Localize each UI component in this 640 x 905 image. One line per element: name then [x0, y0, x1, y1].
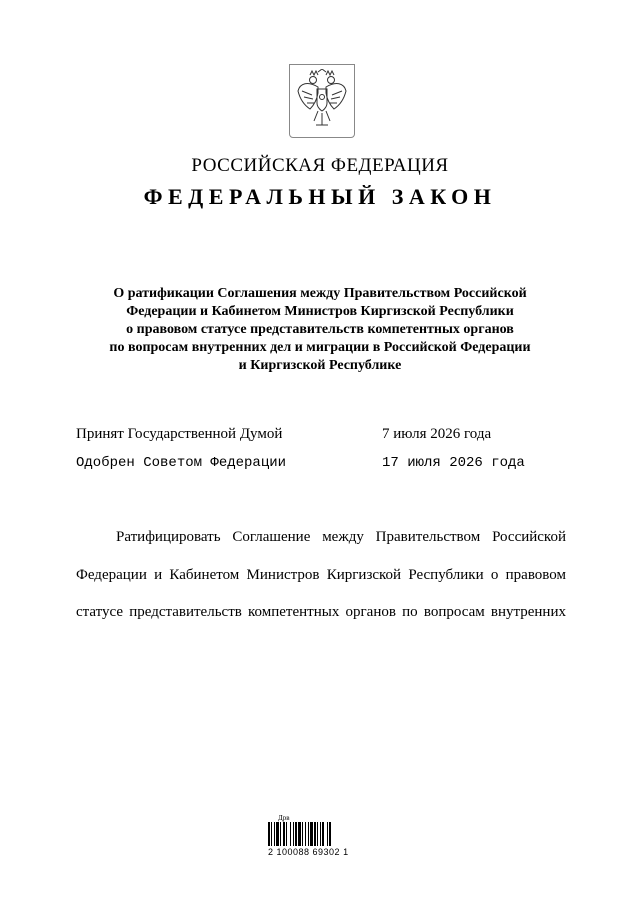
barcode-bar	[295, 822, 297, 846]
duma-adoption-label: Принят Государственной Думой	[76, 426, 283, 442]
law-subject	[80, 285, 560, 375]
body-text-line: статусе представительств компетентных органов по вопросам внутренних	[76, 604, 566, 620]
barcode-bar	[327, 822, 328, 846]
subject-line: о правовом статусе представительств компетентных органов	[126, 322, 514, 337]
body-text-line: Ратифицировать Соглашение между Правительством Российской	[116, 529, 566, 545]
barcode-bar	[317, 822, 318, 846]
document-type-title: ФЕДЕРАЛЬНЫЙ ЗАКОН	[143, 184, 497, 209]
barcode-bar	[298, 822, 301, 846]
barcode-bar	[271, 822, 272, 846]
barcode-bar	[280, 822, 281, 846]
barcode-bar	[286, 822, 287, 846]
barcode-bar	[305, 822, 306, 846]
barcode-bar	[302, 822, 303, 846]
barcode-bar	[293, 822, 294, 846]
barcode-bars	[268, 822, 368, 846]
country-name: РОССИЙСКАЯ ФЕДЕРАЦИЯ	[191, 155, 449, 176]
council-approval-label: Одобрен Советом Федерации	[76, 455, 287, 471]
subject-line: и Киргизской Республике	[238, 358, 402, 373]
subject-line: Федерации и Кабинетом Министров Киргизской Республики	[126, 304, 514, 319]
body-text-line: Федерации и Кабинетом Министров Киргизской Республики о правовом	[76, 567, 566, 583]
barcode-number: 2 100088 69302 1	[268, 847, 349, 857]
barcode-bar	[283, 822, 285, 846]
barcode-bar	[268, 822, 270, 846]
barcode	[268, 814, 378, 857]
barcode-bar	[320, 822, 321, 846]
council-approval-date: 17 июля 2026 года	[382, 455, 525, 471]
barcode-bar	[274, 822, 275, 846]
barcode-mark: Дрв	[278, 814, 290, 822]
double-headed-eagle-icon	[296, 69, 348, 131]
subject-line: по вопросам внутренних дел и миграции в Российской Федерации	[109, 340, 531, 355]
barcode-bar	[329, 822, 331, 846]
barcode-bar	[308, 822, 309, 846]
subject-line: О ратификации Соглашения между Правительством Российской	[113, 286, 527, 301]
duma-adoption-date: 7 июля 2026 года	[382, 426, 492, 442]
barcode-bar	[322, 822, 324, 846]
barcode-bar	[276, 822, 279, 846]
emblem-frame	[289, 64, 355, 138]
barcode-bar	[290, 822, 291, 846]
barcode-bar	[314, 822, 316, 846]
barcode-bar	[310, 822, 313, 846]
